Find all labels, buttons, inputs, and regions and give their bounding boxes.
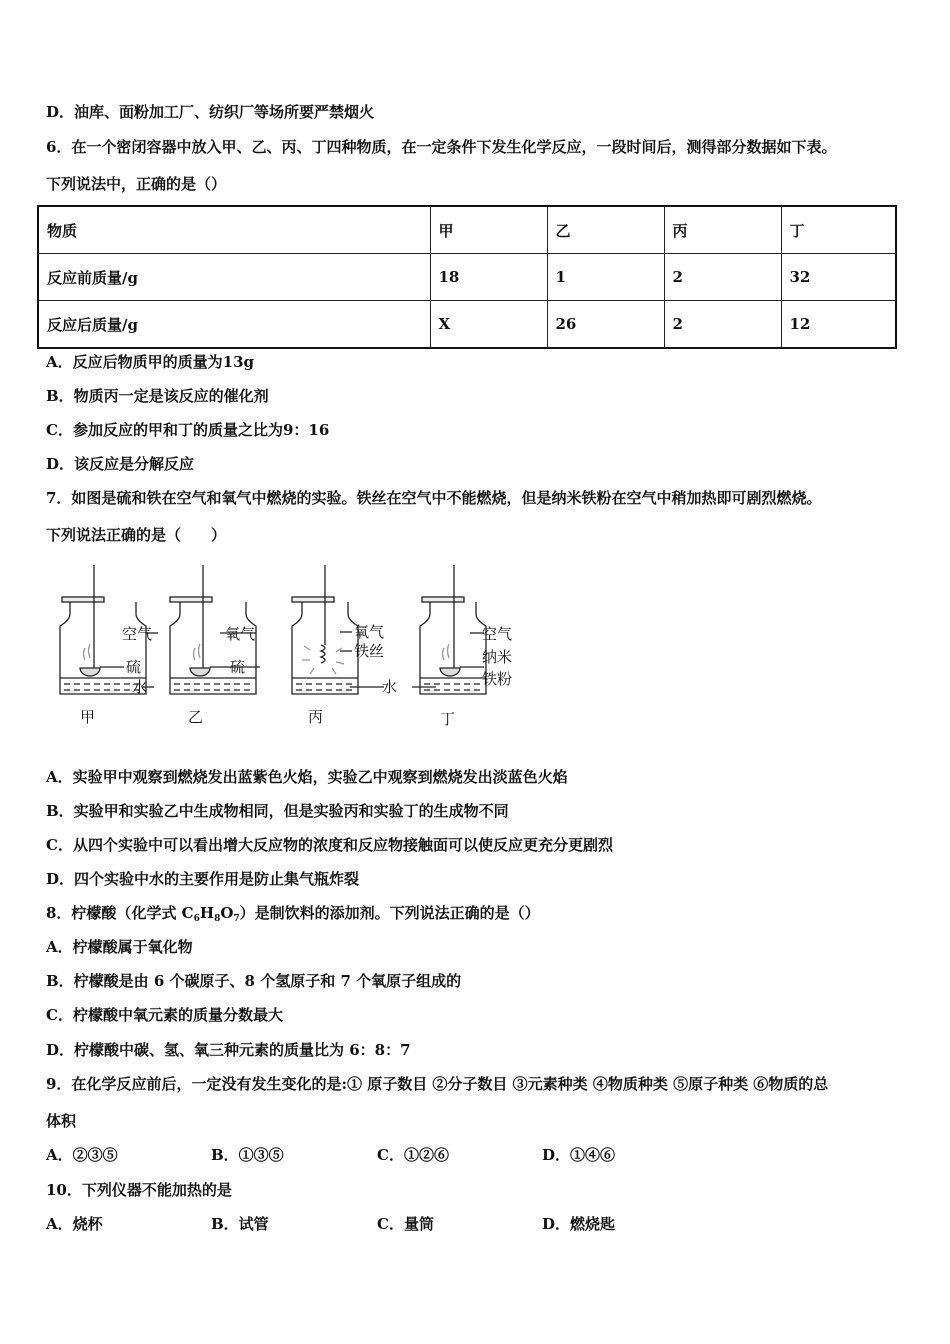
jar-jia-gas-label: 空气: [122, 625, 153, 643]
q7-stem-line2: 下列说法正确的是（ ）: [46, 526, 227, 544]
q9-stem-line2: 体积: [46, 1112, 77, 1130]
table-row: [38, 301, 896, 349]
q7-option-b: B．实验甲和实验乙中生成物相同，但是实验丙和实验丁的生成物不同: [46, 802, 509, 820]
q8-option-d: D．柠檬酸中碳、氢、氧三种元素的质量比为 6：8：7: [46, 1041, 411, 1059]
q6-option-a: A．反应后物质甲的质量为13g: [46, 353, 255, 371]
q6-data-table: [37, 205, 897, 349]
jar-ding-caption: 丁: [440, 710, 456, 728]
table-header-cell: 物质: [38, 206, 430, 254]
formula-c-subscript: 6: [193, 914, 200, 924]
table-cell: X: [430, 301, 547, 349]
formula-o: O: [220, 904, 234, 922]
q6-option-c: C．参加反应的甲和丁的质量之比为9：16: [46, 421, 330, 439]
water-label-right: 水: [382, 678, 398, 696]
jar-jia-substance-label: 硫: [126, 658, 142, 676]
table-cell: 12: [781, 301, 896, 349]
jar-bing-caption: 丙: [308, 708, 324, 726]
jar-ding-substance-label-1: 纳米: [482, 648, 513, 666]
q9-option-b: B．①③⑤: [211, 1146, 284, 1164]
table-header-row: [38, 206, 896, 254]
table-header-cell: 丙: [664, 206, 781, 254]
q10-option-b: B．试管: [211, 1215, 269, 1233]
q7-option-d: D．四个实验中水的主要作用是防止集气瓶炸裂: [46, 870, 360, 888]
q9-option-d: D．①④⑥: [542, 1146, 616, 1164]
q8-option-b: B．柠檬酸是由 6 个碳原子、8 个氢原子和 7 个氧原子组成的: [46, 972, 462, 990]
q9-stem-line1: 9．在化学反应前后，一定没有发生变化的是:① 原子数目 ②分子数目 ③元素种类 ④物质种类 ⑤原子种类 ⑥物质的总: [46, 1075, 829, 1093]
jar-yi-gas-label: 氧气: [225, 625, 256, 643]
q8-stem-prefix: 8．柠檬酸（化学式 C: [46, 904, 194, 922]
table-cell: 32: [781, 254, 896, 301]
table-header-cell: 乙: [547, 206, 664, 254]
q8-stem-suffix: ）是制饮料的添加剂。下列说法正确的是（）: [239, 904, 540, 922]
table-cell: 2: [664, 301, 781, 349]
q9-option-a: A．②③⑤: [46, 1146, 118, 1164]
table-header-cell: 丁: [781, 206, 896, 254]
table-cell: 2: [664, 254, 781, 301]
jar-bing-gas-label: 氧气: [354, 623, 385, 641]
q10-option-a: A．烧杯: [46, 1215, 103, 1233]
q8-option-c: C．柠檬酸中氧元素的质量分数最大: [46, 1006, 283, 1024]
q10-option-c: C．量筒: [377, 1215, 434, 1233]
jar-ding-gas-label: 空气: [482, 625, 513, 643]
table-cell: 26: [547, 301, 664, 349]
q5-option-d: D．油库、面粉加工厂、纺织厂等场所要严禁烟火: [46, 103, 375, 121]
jar-ding-substance-label-2: 铁粉: [482, 670, 513, 688]
q6-option-d: D．该反应是分解反应: [46, 455, 195, 473]
q7-stem-line1: 7．如图是硫和铁在空气和氧气中燃烧的实验。铁丝在空气中不能燃烧，但是纳米铁粉在空气中稍加热即可剧烈燃烧。: [46, 489, 822, 507]
q10-option-d: D．燃烧匙: [542, 1215, 616, 1233]
formula-h: H: [199, 904, 215, 922]
table-cell: 18: [430, 254, 547, 301]
q6-stem-line2: 下列说法中，正确的是（）: [46, 175, 227, 193]
jar-ding: [412, 565, 486, 694]
formula-o-subscript: 7: [233, 914, 240, 924]
water-label-left: 水: [132, 678, 148, 696]
table-header-cell: 甲: [430, 206, 547, 254]
jar-yi-caption: 乙: [188, 708, 204, 726]
q10-stem: 10．下列仪器不能加热的是: [46, 1181, 232, 1199]
jar-bing-substance-label: 铁丝: [354, 642, 385, 660]
q8-stem: [46, 903, 540, 929]
q7-option-c: C．从四个实验中可以看出增大反应物的浓度和反应物接触面可以使反应更充分更剧烈: [46, 836, 613, 854]
table-row: [38, 254, 896, 301]
table-cell: 反应前质量/g: [38, 254, 430, 301]
q8-option-a: A．柠檬酸属于氧化物: [46, 938, 193, 956]
q7-option-a: A．实验甲中观察到燃烧发出蓝紫色火焰，实验乙中观察到燃烧发出淡蓝色火焰: [46, 768, 568, 786]
q9-option-c: C．①②⑥: [377, 1146, 449, 1164]
jar-jia-caption: 甲: [80, 708, 96, 726]
q6-stem-line1: 6．在一个密闭容器中放入甲、乙、丙、丁四种物质，在一定条件下发生化学反应，一段时间后，测得部分数据如下表。: [46, 138, 837, 156]
combustion-experiment-figure: [40, 560, 540, 740]
q6-option-b: B．物质丙一定是该反应的催化剂: [46, 387, 269, 405]
table-cell: 1: [547, 254, 664, 301]
jar-yi-substance-label: 硫: [230, 658, 246, 676]
table-cell: 反应后质量/g: [38, 301, 430, 349]
formula-h-subscript: 8: [214, 914, 221, 924]
